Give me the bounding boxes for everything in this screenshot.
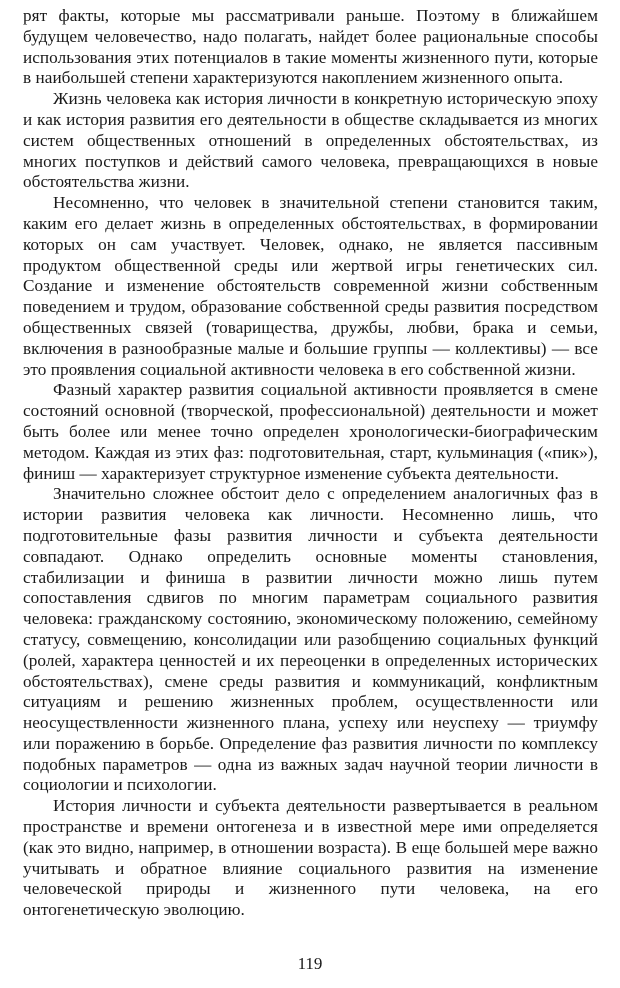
page-number: 119 [297, 954, 323, 973]
paragraph-circumstances: Несомненно, что человек в значительной степени становится таким, каким его делает жизнь в определенных обстоятельствах, в формировании которых он сам участвует. Человек, однако, не является пассивным продуктом общественной среды или жертвой игры генетических сил. Создание и изменение обстоятельств современной жизни собственным поведением и трудом, образование собственной среды развития посредством общественных связей (товарищества, дружбы, любви, брака и семьи, включения в разнообразные малые и большие группы — коллективы) — все это проявления социальной активности человека в его собственной жизни. [23, 193, 598, 379]
paragraph-life-history: Жизнь человека как история личности в конкретную историческую эпоху и как история развития его деятельности в обществе складывается из многих систем общественных отношений в определенных обстоятельствах, из многих поступков и действий самого человека, превращающихся в новые обстоятельства жизни. [23, 89, 598, 192]
paragraph-phases-personality: Значительно сложнее обстоит дело с определением аналогичных фаз в истории развития человека как личности. Несомненно лишь, что подготовительные фазы развития личности и субъекта деятельности совпадают. Однако определить основные моменты становления, стабилизации и финиша в развитии личности можно лишь путем сопоставления сдвигов по многим параметрам социального развития человека: гражданскому состоянию, экономическому положению, семейному статусу, совмещению, консолидации или разобщению социальных функций (ролей, характера ценностей и их переоценки в определенных исторических обстоятельствах), смене среды развития и коммуникаций, конфликтным ситуациям и решению жизненных проблем, осуществленности или неосуществленности жизненного плана, успеху или неуспеху — триумфу или поражению в борьбе. Определение фаз развития личности по комплексу подобных параметров — одна из важных задач научной теории личности в социологии и психологии. [23, 484, 598, 795]
paragraph-continuation: рят факты, которые мы рассматривали раньше. Поэтому в ближайшем будущем человечество, надо полагать, найдет более рациональные способы использования этих потенциалов в такие моменты жизненного пути, которые в наибольшей степени характеризуются накоплением жизненного опыта. [23, 6, 598, 88]
paragraph-ontogenesis: История личности и субъекта деятельности развертывается в реальном пространстве и времени онтогенеза и в известной мере ими определяется (как это видно, например, в отношении возраста). В еще большей мере важно учитывать и обратное влияние социального развития на изменение человеческой природы и жизненного пути человека, на его онтогенетическую эволюцию. [23, 796, 598, 920]
body-text [23, 6, 598, 921]
paragraph-phases-activity: Фазный характер развития социальной активности проявляется в смене состояний основной (творческой, профессиональной) деятельности и может быть более или менее точно определен хронологически-биографическим методом. Каждая из этих фаз: подготовительная, старт, кульминация («пик»), финиш — характеризует структурное изменение субъекта деятельности. [23, 380, 598, 483]
